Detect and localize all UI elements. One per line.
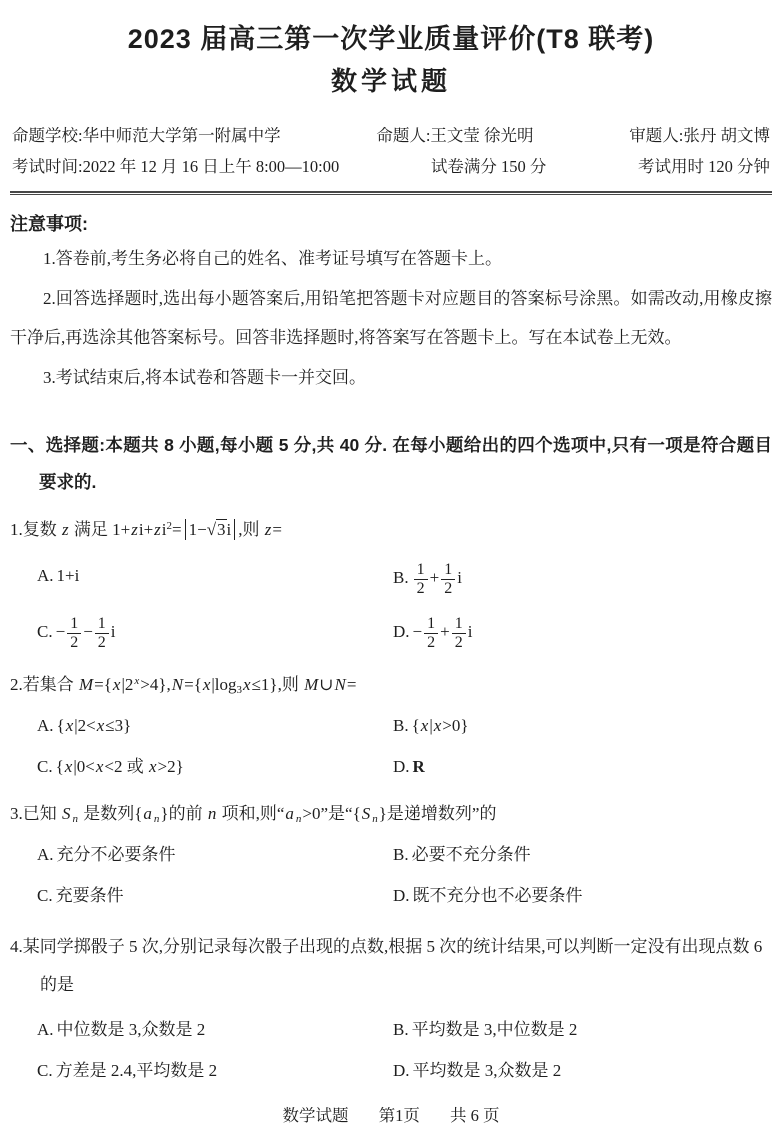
option-text: 中位数是 3,众数是 2	[56, 1019, 206, 1039]
question-4-option-b	[393, 1015, 772, 1045]
option-label: C.	[37, 756, 53, 776]
exam-title: 2023 届高三第一次学业质量评价(T8 联考)	[127, 24, 655, 54]
option-text: 充要条件	[55, 885, 124, 905]
notice-section	[10, 209, 772, 397]
question-1-option-b	[393, 561, 772, 599]
question-1-options	[10, 545, 772, 653]
question-3-option-a	[37, 840, 393, 870]
notice-heading: 注意事项:	[10, 214, 88, 234]
question-4-option-d	[393, 1056, 772, 1086]
notice-item-1: 1.答卷前,考生务必将自己的姓名、准考证号填写在答题卡上。	[43, 249, 502, 268]
option-label: B.	[393, 844, 409, 864]
option-text: 必要不充分条件	[411, 844, 531, 864]
option-label: C.	[37, 622, 53, 642]
option-label: C.	[37, 1060, 53, 1080]
question-3-options	[10, 829, 772, 911]
meta-exam-time: 考试时间:2022 年 12 月 16 日上午 8:00—10:00	[12, 157, 340, 176]
option-label: C.	[37, 885, 53, 905]
notice-item-3: 3.考试结束后,将本试卷和答题卡一并交回。	[43, 367, 366, 387]
option-text: 平均数是 3,中位数是 2	[411, 1019, 578, 1039]
question-2-stem: 2.若集合 $M=\{x|2^x>4\},N=\{x|\log_3x\le 1\}$,则 M∪N=	[10, 674, 357, 696]
question-4-stem: 4.某同学掷骰子 5 次,分别记录每次骰子出现的点数,根据 5 次的统计结果,可以判断一定没有出现点数 6 的是	[10, 936, 763, 994]
footer-page-total: 共 6 页	[450, 1105, 500, 1125]
page-footer	[10, 1102, 772, 1130]
option-label: B.	[393, 1019, 409, 1039]
meta-reviewers: 审题人:张丹 胡文博	[629, 126, 770, 145]
question-2-option-c	[37, 752, 393, 782]
option-label: D.	[393, 756, 410, 776]
option-label: B.	[393, 568, 409, 588]
question-2-option-a	[37, 711, 393, 741]
question-2-option-b	[393, 711, 772, 741]
option-label: A.	[37, 715, 54, 735]
option-text: 方差是 2.4,平均数是 2	[55, 1060, 218, 1080]
question-3	[10, 799, 772, 911]
question-4-option-a	[37, 1015, 393, 1045]
question-3-option-c	[37, 881, 393, 911]
option-label: D.	[393, 1060, 410, 1080]
question-3-stem: 3.已知 S $_n$ 是数列{a $_n$}的前 n 项和,则“a $_n$>0”是“{S $_n$}是递增数列”的	[10, 803, 497, 825]
question-4-options	[10, 1004, 772, 1086]
question-1-option-d	[393, 615, 772, 653]
option-text: $\frac{1}{2}$ + $\frac{1}{2}$ i	[412, 568, 462, 587]
question-4	[10, 928, 772, 1086]
footer-doc-title: 数学试题	[282, 1105, 349, 1125]
question-1	[10, 515, 772, 653]
option-text: 充分不必要条件	[56, 844, 176, 864]
option-text: R	[412, 756, 425, 776]
option-text: {x|x>0}	[411, 715, 469, 735]
question-3-option-b	[393, 840, 772, 870]
question-1-option-c	[37, 615, 393, 653]
option-text: 平均数是 3,众数是 2	[412, 1060, 562, 1080]
option-label: A.	[37, 1019, 54, 1039]
question-2-options	[10, 700, 772, 782]
meta-line-2	[10, 151, 772, 182]
option-label: D.	[393, 885, 410, 905]
meta-authors: 命题人:王文莹 徐光明	[376, 126, 534, 145]
header-divider-rule	[10, 191, 772, 195]
option-text: 既不充分也不必要条件	[412, 885, 583, 905]
footer-page-number: 第1页	[378, 1105, 420, 1125]
meta-duration: 考试用时 120 分钟	[637, 157, 770, 176]
question-3-option-d	[393, 881, 772, 911]
option-text: 1+i	[56, 566, 80, 585]
option-label: A.	[37, 844, 54, 864]
question-2-option-d	[393, 752, 772, 782]
notice-item-2: 2.回答选择题时,选出每小题答案后,用铅笔把答题卡对应题目的答案标号涂黑。如需改动,用橡皮擦干净后,再选涂其他答案标号。回答非选择题时,将答案写在答题卡上。写在本试卷上无效。	[10, 288, 772, 347]
meta-full-score: 试卷满分 150 分	[430, 157, 547, 176]
question-1-option-a	[37, 561, 393, 599]
question-1-stem: 1.复数 z 满足 $1+zi+zi^2= 1-√3i$ ,则 z=	[10, 520, 282, 539]
option-text: − $\frac{1}{2}$ + $\frac{1}{2}$ i	[412, 614, 473, 652]
section-heading-multiple-choice: 一、选择题:本题共 8 小题,每小题 5 分,共 40 分. 在每小题给出的四个选项中,只有一项是符合题目要求的.	[10, 435, 772, 492]
meta-line-1	[10, 120, 772, 151]
option-text: − $\frac{1}{2}$ − $\frac{1}{2}$ i	[55, 614, 116, 652]
option-label: D.	[393, 622, 410, 642]
exam-subtitle: 数学试题	[330, 66, 451, 96]
option-text: {x|0<x<2 或 x>2}	[55, 756, 184, 776]
option-text: {x|2<x≤3}	[56, 715, 132, 735]
question-4-option-c	[37, 1056, 393, 1086]
option-label: A.	[37, 566, 54, 585]
meta-school: 命题学校:华中师范大学第一附属中学	[12, 126, 281, 145]
option-label: B.	[393, 715, 409, 735]
question-2	[10, 670, 772, 782]
